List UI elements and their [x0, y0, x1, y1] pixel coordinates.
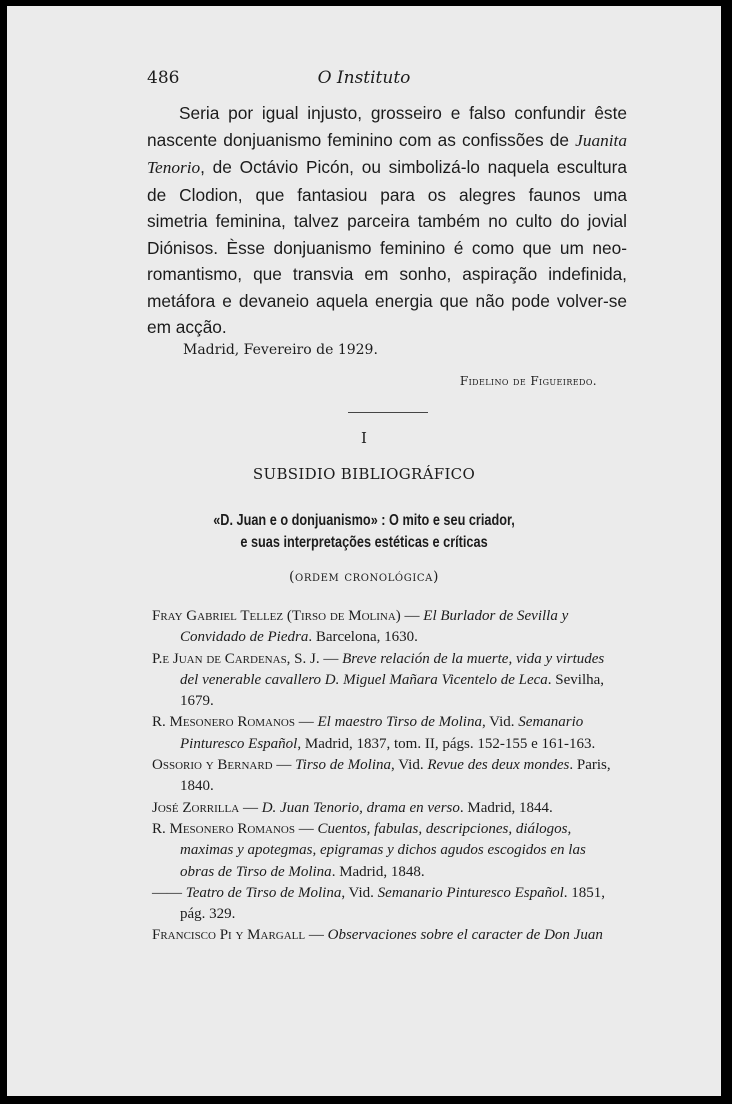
entry-journal: Semanario Pinturesco Español	[180, 714, 584, 752]
entry-details: . 1851, pág. 329.	[180, 884, 605, 923]
bibliography-entry	[152, 649, 622, 713]
entry-title: El maestro Tirso de Molina	[317, 714, 482, 731]
bibliography-entry	[152, 925, 622, 946]
entry-author: Ossorio y Bernard	[152, 757, 273, 774]
dateline: Madrid, Fevereiro de 1929.	[183, 342, 378, 358]
section-title-line: e suas interpretações estéticas e críticas	[240, 534, 488, 551]
bibliography-entry	[152, 819, 622, 883]
section-heading: SUBSIDIO BIBLIOGRÁFICO	[252, 465, 476, 483]
running-title: O Instituto	[317, 68, 411, 88]
entry-separator: —	[400, 608, 424, 624]
entry-separator: ——	[152, 884, 186, 901]
paragraph: Seria por igual injusto, grosseiro e falso confundir êste nascente donjuanismo feminino com as confissões de Juanita Tenorio, de Octávio Picón, ou simbolizá-lo naquela escultura de Clodion, que fantasiou para os alegres faunos uma simetria feminina, talvez parceira também no culto do jovial Diónisos. Èsse donjuanismo feminino é como que um neo-romantismo, que transvia em sonho, aspiração indefinida, metáfora e devaneio aquela energia que não pode volver-se em acção.	[147, 103, 627, 337]
entry-author: Francisco Pi y Margall	[152, 927, 306, 944]
work-title: Juanita Tenorio	[147, 130, 627, 177]
entry-details: , Vid.	[341, 884, 378, 901]
entry-separator: —	[239, 799, 262, 816]
entry-author: José Zorrilla	[152, 799, 240, 816]
entry-details: . Madrid, 1848.	[331, 863, 425, 880]
entry-separator: —	[319, 650, 343, 667]
closing-paragraph	[147, 100, 627, 341]
entry-details: , Vid.	[481, 714, 519, 731]
section-divider	[348, 412, 428, 413]
entry-title: El Burlador de Sevilla y Convidado de Piedra	[180, 608, 569, 646]
entry-title: D. Juan Tenorio, drama en verso	[261, 799, 460, 816]
entry-details: . Barcelona, 1630.	[308, 629, 418, 646]
bibliography-entry	[152, 755, 622, 798]
entry-details: . Sevilha, 1679.	[180, 671, 605, 710]
section-number: I	[361, 429, 367, 447]
entry-author: P.e Juan de Cardenas, S. J.	[152, 650, 320, 667]
bibliography-entry	[152, 883, 622, 926]
entry-title: Teatro de Tirso de Molina	[185, 884, 342, 901]
entry-separator: —	[295, 820, 318, 837]
bibliography-entry	[152, 606, 622, 649]
entry-journal: Revue des deux mondes	[427, 757, 570, 774]
section-title	[71, 510, 656, 554]
book-page	[7, 6, 721, 1096]
entry-author: Fray Gabriel Tellez (Tirso de Molina)	[152, 608, 401, 624]
entry-title: Observaciones sobre el caracter de Don Juan	[327, 927, 603, 944]
bibliography-entry	[152, 712, 622, 755]
entry-details: , Madrid, 1837, tom. II, págs. 152-155 e 161-163.	[297, 735, 596, 752]
bibliography-list	[152, 606, 622, 947]
entry-details: . Madrid, 1844.	[459, 799, 553, 816]
page-header	[7, 68, 721, 92]
section-title-line: «D. Juan e o donjuanismo» : O mito e seu criador,	[213, 512, 515, 529]
bibliography-entry	[152, 798, 622, 819]
order-note: (ordem cronológica)	[288, 569, 440, 585]
entry-details: , Vid.	[391, 757, 428, 774]
entry-author: R. Mesonero Romanos	[152, 820, 295, 837]
entry-separator: —	[295, 714, 318, 731]
entry-journal: Semanario Pinturesco Español	[377, 884, 564, 901]
entry-separator: —	[305, 927, 328, 944]
entry-title: Tirso de Molina	[295, 757, 391, 774]
entry-title: Cuentos, fabulas, descripciones, diálogos, maximas y apotegmas, epigramas y dichos agudos escogidos en las obras de Tirso de Molina	[180, 820, 586, 880]
entry-separator: —	[272, 757, 296, 774]
entry-title: Breve relación de la muerte, vida y virtudes del venerable cavallero D. Miguel Mañara Vicentelo de Leca	[180, 650, 605, 688]
entry-author: R. Mesonero Romanos	[152, 714, 295, 731]
author-signature: Fidelino de Figueiredo.	[459, 374, 597, 388]
entry-details: . Paris, 1840.	[180, 757, 611, 795]
page-number: 486	[147, 68, 180, 88]
